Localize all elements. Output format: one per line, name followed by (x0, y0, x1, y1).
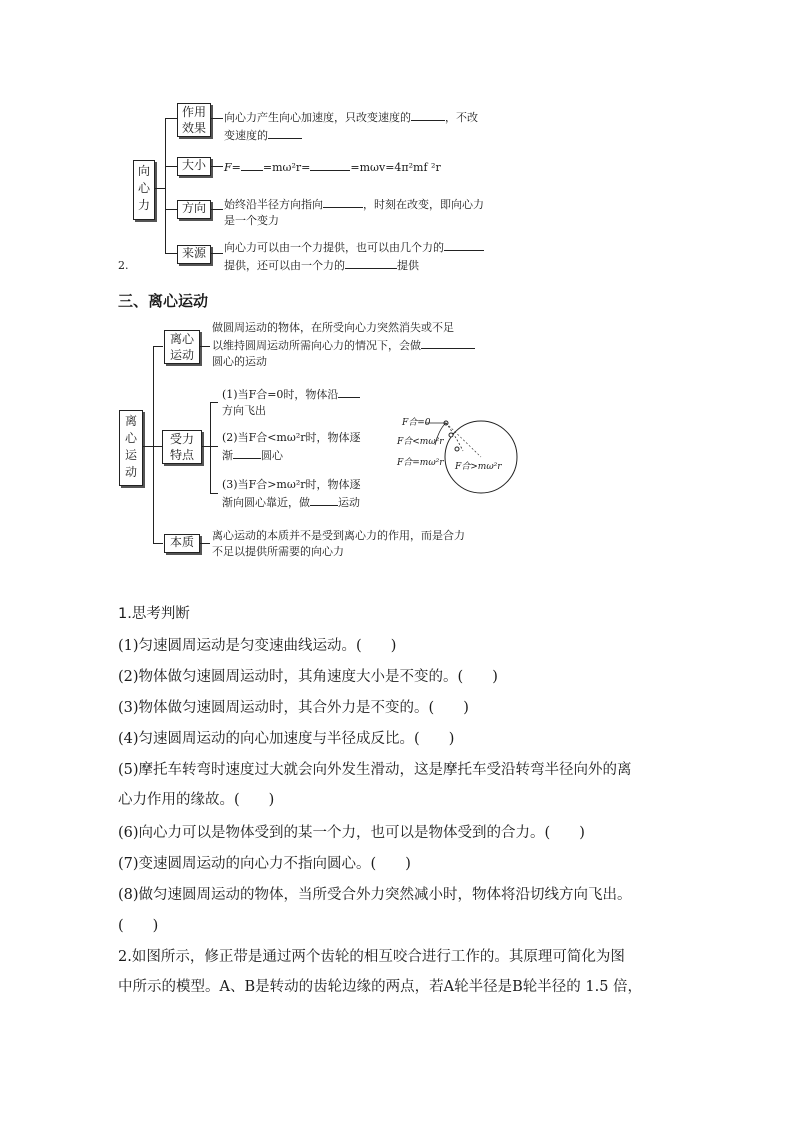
text-connector (202, 446, 210, 447)
branch-label: 大小 (181, 158, 206, 172)
sub-branch (210, 446, 218, 447)
tree-branch (153, 346, 163, 347)
text-line: ，不改 (445, 111, 478, 124)
question-line: (3)物体做匀速圆周运动时，其合外力是不变的。( ) (118, 700, 469, 716)
branch-text-centrifugal (212, 320, 522, 370)
branch-box-source (177, 245, 211, 264)
formula-part: F= (224, 161, 241, 174)
sub-trunk (210, 402, 211, 494)
branch-text-source (224, 238, 534, 274)
tree-trunk (165, 118, 166, 254)
blank (233, 446, 261, 459)
tree-branch (153, 543, 163, 544)
text-line: 提供 (397, 259, 419, 272)
question-line: (4)匀速圆周运动的向心加速度与半径成反比。( ) (118, 731, 455, 747)
text-line: 提供，还可以由一个力的 (224, 259, 345, 272)
text-line: 以维持圆周运动所需向心力的情况下，会做 (212, 339, 421, 352)
text-line: 方向飞出 (222, 404, 266, 417)
sub-branch (210, 493, 218, 494)
branch-label: 本质 (169, 535, 194, 549)
tree-branch (165, 118, 177, 119)
branch-box-centrifugal (164, 330, 200, 364)
root-label: 向心力 (138, 164, 151, 212)
question-line: (2)物体做匀速圆周运动时，其角速度大小是不变的。( ) (118, 669, 498, 685)
blank (241, 158, 263, 171)
tree-branch (165, 209, 177, 210)
root-box (133, 160, 155, 220)
text-line: 向心力可以由一个力提供，也可以由几个力的 (224, 241, 444, 254)
blank (421, 336, 475, 349)
text-connector (200, 543, 210, 544)
branch-text-effect (224, 108, 534, 144)
text-line: 圆心 (261, 449, 283, 462)
branch-label: 方向 (181, 201, 206, 215)
question-line: 心力作用的缘故。( ) (118, 792, 275, 808)
figure-label-2: F合<mω²r (397, 437, 444, 447)
text-line: ，时刻在改变，即向心力 (363, 198, 484, 211)
object-point (455, 447, 459, 451)
object-point (449, 433, 453, 437)
branch-box-effect (177, 103, 211, 137)
text-connector (211, 166, 223, 167)
tree-connector (155, 188, 165, 189)
text-line: 运动 (338, 496, 360, 509)
tree-trunk (153, 346, 154, 544)
force-item-1 (222, 385, 392, 419)
text-connector (211, 253, 223, 254)
questions-heading: 1.思考判断 (118, 606, 190, 622)
text-line: 渐 (222, 449, 233, 462)
text-connector (211, 118, 223, 119)
figure-label-4: F合>mω²r (455, 462, 502, 472)
root-label: 离心运动 (124, 414, 137, 479)
blank (268, 126, 302, 139)
text-connector (200, 346, 210, 347)
text-line: 离心运动的本质并不是受到离心力的作用，而是合力 (212, 529, 465, 542)
branch-label: 来源 (181, 246, 206, 260)
blank (338, 385, 360, 398)
formula-part: =mωv=4π²mf ²r (350, 161, 441, 174)
sub-branch (210, 402, 218, 403)
text-line: 圆心的运动 (212, 355, 267, 368)
question-line: (7)变速圆周运动的向心力不指向圆心。( ) (118, 856, 411, 872)
force-item-2 (222, 430, 392, 464)
diagram-number: 2. (118, 259, 129, 272)
branch-box-direction (177, 200, 211, 219)
tree-branch (165, 166, 177, 167)
text-line: (3)当F合>mω²r时，物体逐 (222, 478, 361, 491)
branch-label: 离心运动 (169, 332, 194, 362)
blank (310, 493, 338, 506)
root-box (119, 410, 143, 486)
text-line: 始终沿半径方向指向 (224, 198, 323, 211)
formula-part: =mω²r= (262, 161, 311, 174)
question-line: 中所示的模型。A、B是转动的齿轮边缘的两点，若A轮半径是B轮半径的 1.5 倍， (118, 979, 643, 995)
question-line: (6)向心力可以是物体受到的某一个力，也可以是物体受到的合力。( ) (118, 825, 585, 841)
blank (444, 238, 484, 251)
force-item-3 (222, 477, 392, 511)
branch-text-essence (212, 528, 522, 560)
question-line: (1)匀速圆周运动是匀变速曲线运动。( ) (118, 638, 397, 654)
question-line: ( ) (118, 918, 159, 934)
question-line: (5)摩托车转弯时速度过大就会向外发生滑动，这是摩托车受沿转弯半径向外的离 (118, 762, 632, 778)
figure-label-1: F合=0 (402, 418, 431, 428)
blank (345, 256, 397, 269)
question-line: 2.如图所示，修正带是通过两个齿轮的相互咬合进行工作的。其原理可简化为图 (118, 949, 625, 965)
branch-label: 受力特点 (169, 432, 194, 462)
branch-label: 作用效果 (181, 105, 206, 135)
blank (323, 195, 363, 208)
branch-text-direction (224, 195, 534, 229)
text-connector (211, 209, 223, 210)
question-line: (8)做匀速圆周运动的物体，当所受合外力突然减小时，物体将沿切线方向飞出。 (118, 887, 632, 903)
tree-branch (165, 253, 177, 254)
figure-label-3: F合=mω²r (397, 458, 444, 468)
branch-box-force (162, 430, 202, 464)
text-line: 变速度的 (224, 129, 268, 142)
blank (411, 108, 445, 121)
text-line: 做圆周运动的物体，在所受向心力突然消失或不足 (212, 321, 454, 334)
branch-box-essence (164, 534, 200, 553)
text-line: 不足以提供所需要的向心力 (212, 545, 344, 558)
text-line: 渐向圆心靠近，做 (222, 496, 310, 509)
branch-box-size (177, 157, 211, 176)
blank (310, 158, 350, 171)
tree-connector (143, 446, 153, 447)
branch-text-size (224, 158, 534, 176)
radius-line (446, 423, 481, 457)
text-line: (1)当F合=0时，物体沿 (222, 388, 339, 401)
section-title: 三、离心运动 (118, 292, 209, 310)
text-line: 是一个变力 (224, 214, 279, 227)
text-line: (2)当F合<mω²r时，物体逐 (222, 431, 361, 444)
text-line: 向心力产生向心加速度，只改变速度的 (224, 111, 411, 124)
